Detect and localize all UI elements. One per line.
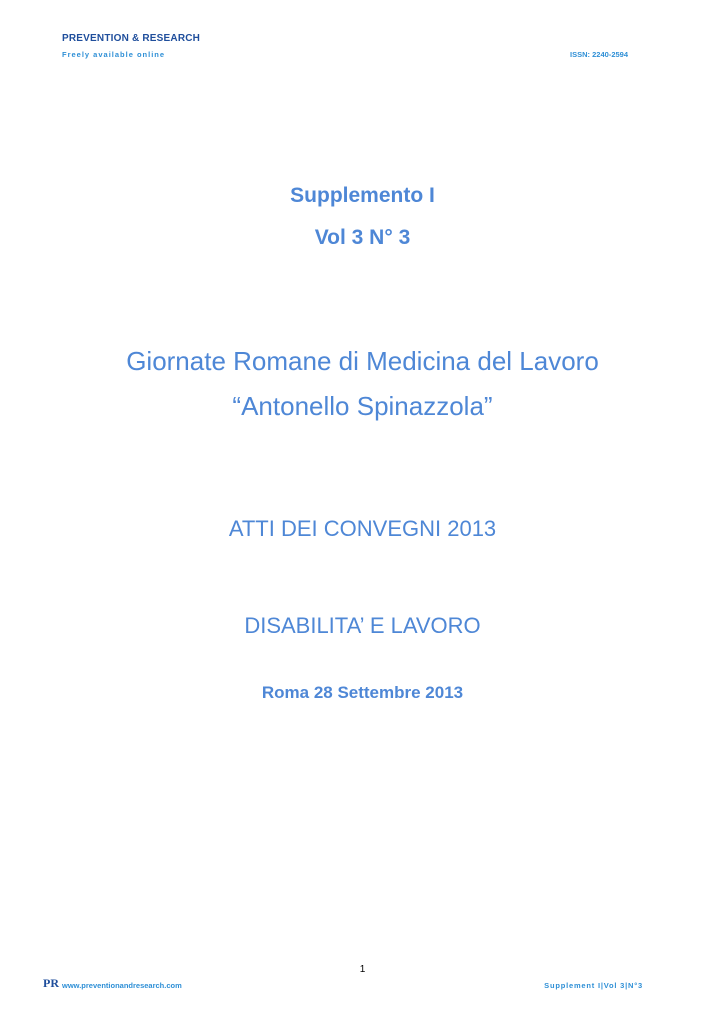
conference-title: Giornate Romane di Medicina del Lavoro xyxy=(126,346,599,376)
header-issn: ISSN: 2240-2594 xyxy=(570,50,628,59)
page-number: 1 xyxy=(359,964,366,975)
journal-logo: PREVENTION & RESEARCH xyxy=(62,33,201,44)
event-date: Roma 28 Settembre 2013 xyxy=(261,683,464,702)
footer-website-link[interactable]: www.preventionandresearch.com xyxy=(62,981,182,990)
proceedings-heading: ATTI DEI CONVEGNI 2013 xyxy=(228,516,497,541)
footer-issue-label: Supplement I|Vol 3|N°3 xyxy=(544,981,643,990)
volume-title: Vol 3 N° 3 xyxy=(314,226,411,249)
conference-subtitle: “Antonello Spinazzola” xyxy=(232,391,493,421)
footer-logo-mark: PR xyxy=(43,976,59,990)
header-tagline: Freely available online xyxy=(62,50,166,59)
topic-heading: DISABILITA’ E LAVORO xyxy=(244,613,481,638)
supplement-title: Supplemento I xyxy=(290,184,435,207)
